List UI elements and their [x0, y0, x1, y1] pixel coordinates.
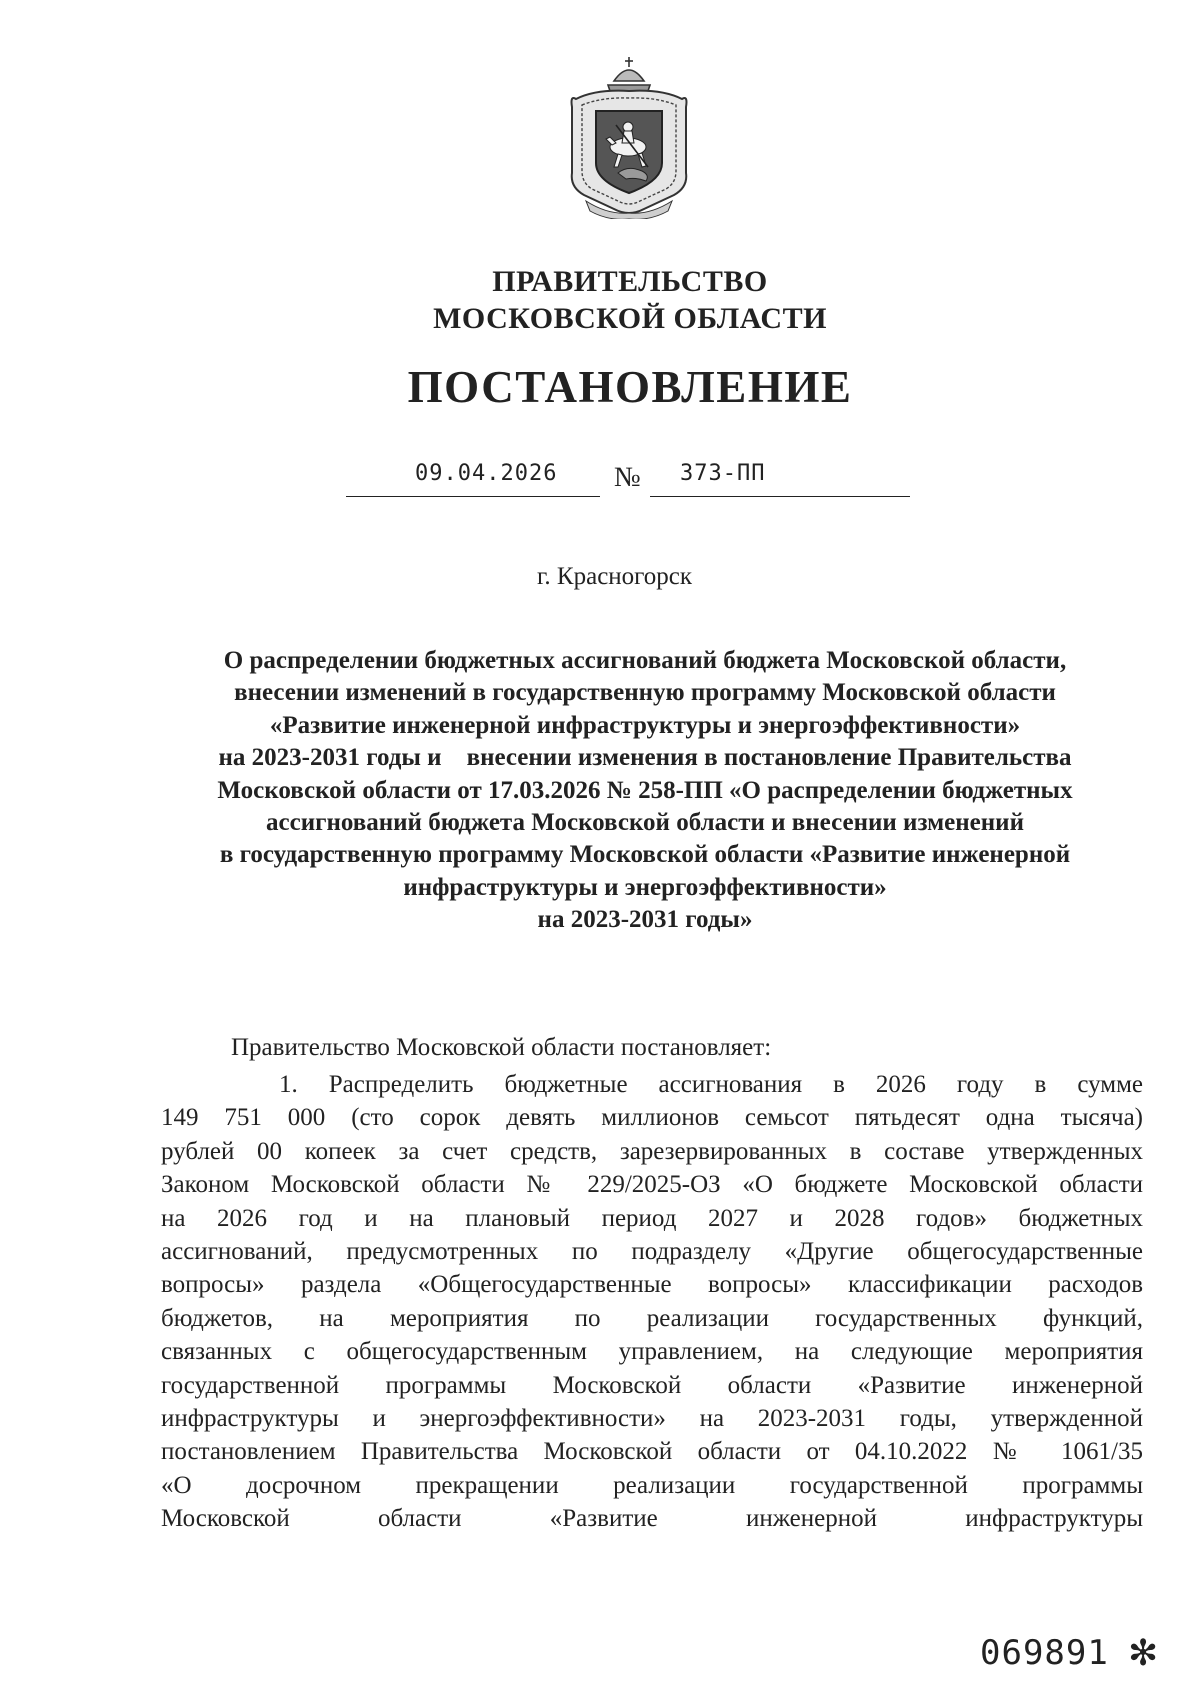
subject-line: ассигнований бюджета Московской области и внесении изменений — [266, 809, 1024, 837]
paragraph-line: 149 751 000 (сто сорок девять миллионов семьсот пятьдесят одна тысяча) — [161, 1104, 1143, 1132]
asterisk-icon: ✻ — [1128, 1633, 1159, 1674]
paragraph-line: рублей 00 копеек за счет средств, зарезервированных в составе утвержденных — [161, 1137, 1143, 1165]
number-underline — [650, 496, 910, 497]
paragraph-line: ассигнований, предусмотренных по подразделу «Другие общегосударственные — [161, 1237, 1143, 1265]
document-type-title: ПОСТАНОВЛЕНИЕ — [407, 362, 853, 412]
subject-line: Московской области от 17.03.2026 № 258-ПП «О распределении бюджетных — [217, 776, 1073, 804]
number-sign: № — [614, 462, 641, 493]
subject-line: внесении изменений в государственную программу Московской области — [234, 679, 1056, 707]
document-date: 09.04.2026 — [415, 461, 558, 486]
subject-line: О распределении бюджетных ассигнований бюджета Московской области, — [223, 647, 1067, 674]
paragraph-line: Законом Московской области № 229/2025-ОЗ «О бюджете Московской области — [161, 1171, 1143, 1199]
paragraph-line: 1. Распределить бюджетные ассигнования в 2026 году в сумме — [279, 1071, 1143, 1098]
subject-line: «Развитие инженерной инфраструктуры и энергоэффективности» — [269, 711, 1021, 739]
government-name-line1: ПРАВИТЕЛЬСТВО — [492, 265, 768, 298]
paragraph-line: инфраструктуры и энергоэффективности» на 2023-2031 годы, утвержденной — [161, 1404, 1143, 1432]
paragraph-line: связанных с общегосударственным управлением, на следующие мероприятия — [161, 1338, 1143, 1366]
subject-line: инфраструктуры и энергоэффективности» — [403, 873, 887, 901]
coat-of-arms-icon — [562, 55, 696, 219]
document-subject — [150, 645, 1140, 937]
paragraph-line: государственной программы Московской области «Развитие инженерной — [161, 1371, 1143, 1399]
document-number: 373-ПП — [680, 461, 766, 486]
paragraph-line: на 2026 год и на плановый период 2027 и 2028 годов» бюджетных — [161, 1204, 1143, 1232]
paragraph-line: бюджетов, на мероприятия по реализации государственных функций, — [161, 1304, 1143, 1332]
paragraph-line: «О досрочном прекращении реализации государственной программы — [161, 1471, 1143, 1499]
date-underline — [346, 496, 600, 497]
paragraph-line: Московской области «Развитие инженерной инфраструктуры — [161, 1505, 1143, 1533]
subject-line: на 2023-2031 годы и внесении изменения в постановление Правительства — [218, 744, 1072, 772]
city-name: г. Красногорск — [537, 563, 693, 590]
paragraph-line: постановлением Правительства Московской области от 04.10.2022 № 1061/35 — [161, 1438, 1143, 1466]
subject-line: на 2023-2031 годы» — [537, 906, 753, 934]
paragraph-1 — [161, 1068, 1143, 1535]
paragraph-line: вопросы» раздела «Общегосударственные вопросы» классификации расходов — [161, 1271, 1143, 1299]
form-serial-number: 069891 — [980, 1633, 1109, 1673]
subject-line: в государственную программу Московской области «Развитие инженерной — [219, 841, 1071, 869]
preamble-text: Правительство Московской области постановляет: — [231, 1034, 772, 1061]
government-name-line2: МОСКОВСКОЙ ОБЛАСТИ — [433, 302, 827, 335]
